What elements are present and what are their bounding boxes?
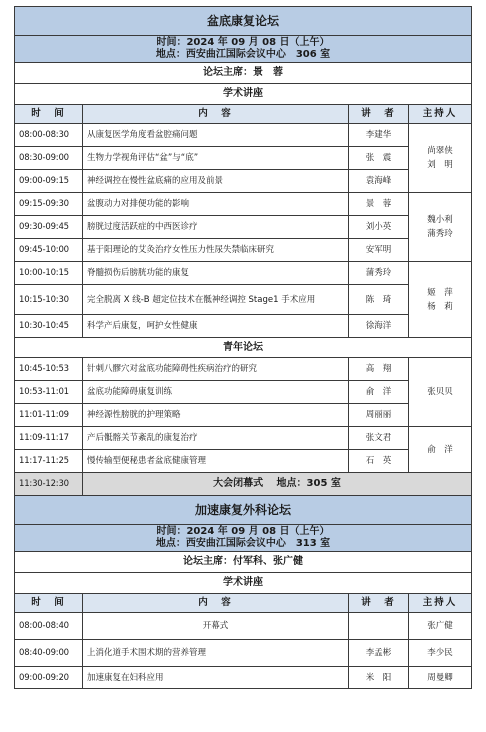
host-cell [409, 427, 472, 473]
row-time: 08:30-09:00 [15, 147, 83, 170]
row-speaker: 李建华 [349, 124, 409, 147]
row-speaker: 李孟彬 [349, 640, 409, 667]
column-header-speaker: 讲 者 [349, 594, 409, 613]
row-topic: 上消化道手术围术期的营养管理 [83, 640, 349, 667]
row-time: 11:09-11:17 [15, 427, 83, 450]
row-speaker: 安军明 [349, 239, 409, 262]
forum2-chair: 论坛主席：付军科、张广健 [15, 552, 472, 573]
row-topic: 针刺八髎穴对盆底功能障碍性疾病治疗的研究 [83, 358, 349, 381]
row-speaker: 高 翔 [349, 358, 409, 381]
column-header-time: 时 间 [15, 594, 83, 613]
table-row [15, 193, 472, 216]
forum2-title-row [15, 496, 472, 525]
row-time: 08:00-08:30 [15, 124, 83, 147]
row-time: 10:15-10:30 [15, 285, 83, 315]
closing-ceremony: 大会闭幕式 地点：305 室 [83, 473, 472, 496]
row-time: 11:17-11:25 [15, 450, 83, 473]
table-row [15, 239, 472, 262]
row-topic: 产后骶髂关节紊乱的康复治疗 [83, 427, 349, 450]
row-speaker: 周丽丽 [349, 404, 409, 427]
row-topic: 完全脱离 X 线-B 超定位技术在骶神经调控 Stage1 手术应用 [83, 285, 349, 315]
row-speaker: 俞 洋 [349, 381, 409, 404]
column-header-content: 内 容 [83, 105, 349, 124]
table-row [15, 404, 472, 427]
row-topic: 神经调控在慢性盆底痛的应用及前景 [83, 170, 349, 193]
forum1-location: 地点：西安曲江国际会议中心 306 室 [155, 49, 331, 60]
row-topic: 慢传输型便秘患者盆底健康管理 [83, 450, 349, 473]
row-topic: 生物力学视角评估“盆”与“底” [83, 147, 349, 170]
row-time: 09:30-09:45 [15, 216, 83, 239]
forum1-section-lectures: 学术讲座 [15, 84, 472, 105]
row-time: 08:00-08:40 [15, 613, 83, 640]
table-row [15, 262, 472, 285]
row-topic: 神经源性膀胱的护理策略 [83, 404, 349, 427]
forum1-title: 盆底康复论坛 [15, 7, 472, 36]
host-name: 魏小利 [427, 215, 453, 225]
closing-time: 11:30-12:30 [15, 473, 83, 496]
row-time: 10:45-10:53 [15, 358, 83, 381]
forum2-title: 加速康复外科论坛 [15, 496, 472, 525]
forum2-time: 时间：2024 年 09 月 08 日（上午） [156, 526, 330, 537]
forum1-section-youth: 青年论坛 [15, 338, 472, 358]
row-speaker: 张 震 [349, 147, 409, 170]
table-row [15, 427, 472, 450]
forum2-location: 地点：西安曲江国际会议中心 313 室 [155, 538, 331, 549]
closing-row [15, 473, 472, 496]
table-row [15, 613, 472, 640]
schedule-sheet [14, 6, 471, 689]
table-row [15, 147, 472, 170]
table-row [15, 358, 472, 381]
table-row [15, 285, 472, 315]
table-row [15, 450, 472, 473]
row-speaker [349, 613, 409, 640]
row-speaker: 徐海洋 [349, 315, 409, 338]
forum1-time: 时间：2024 年 09 月 08 日（上午） [156, 37, 330, 48]
row-speaker: 袁海峰 [349, 170, 409, 193]
row-speaker: 刘小英 [349, 216, 409, 239]
column-header-speaker: 讲 者 [349, 105, 409, 124]
forum1-info-row [15, 36, 472, 63]
row-time: 11:01-11:09 [15, 404, 83, 427]
row-speaker: 景 蓉 [349, 193, 409, 216]
row-host: 张广健 [409, 613, 472, 640]
table-row [15, 381, 472, 404]
host-cell [409, 262, 472, 338]
row-time: 10:30-10:45 [15, 315, 83, 338]
table-row [15, 124, 472, 147]
row-topic: 科学产后康复，呵护女性健康 [83, 315, 349, 338]
row-speaker: 米 阳 [349, 667, 409, 689]
row-time: 10:53-11:01 [15, 381, 83, 404]
row-topic: 加速康复在妇科应用 [83, 667, 349, 689]
host-name: 杨 莉 [427, 301, 453, 312]
row-topic: 脊髓损伤后膀胱功能的康复 [83, 262, 349, 285]
row-speaker: 蒲秀玲 [349, 262, 409, 285]
forum1-chair-row [15, 63, 472, 84]
forum1-section-row [15, 84, 472, 105]
column-header-host: 主持人 [409, 594, 472, 613]
host-cell [409, 193, 472, 262]
row-speaker: 石 英 [349, 450, 409, 473]
row-time: 09:45-10:00 [15, 239, 83, 262]
table-row [15, 216, 472, 239]
forum2-section-lectures: 学术讲座 [15, 573, 472, 594]
table-row [15, 667, 472, 689]
row-topic: 盆底功能障碍康复训练 [83, 381, 349, 404]
row-time: 09:00-09:15 [15, 170, 83, 193]
host-cell [409, 124, 472, 193]
column-header-time: 时 间 [15, 105, 83, 124]
row-topic: 基于阳理论的艾灸治疗女性压力性尿失禁临床研究 [83, 239, 349, 262]
column-header-content: 内 容 [83, 594, 349, 613]
host-name: 刘 明 [427, 160, 453, 170]
forum1-youth-section-row [15, 338, 472, 358]
forum2-info-row [15, 525, 472, 552]
forum1-title-row [15, 7, 472, 36]
row-time: 09:15-09:30 [15, 193, 83, 216]
table-row [15, 315, 472, 338]
row-topic: 开幕式 [83, 613, 349, 640]
forum1-column-header [15, 105, 472, 124]
host-cell [409, 358, 472, 427]
host-name: 蒲秀玲 [427, 229, 453, 239]
forum1-info [15, 36, 472, 63]
row-speaker: 张文君 [349, 427, 409, 450]
row-host: 李少民 [409, 640, 472, 667]
host-name: 张贝贝 [427, 387, 453, 397]
host-name: 俞 洋 [427, 444, 453, 455]
row-time: 08:40-09:00 [15, 640, 83, 667]
schedule-table [14, 6, 472, 689]
row-host: 周曼卿 [409, 667, 472, 689]
host-name: 尚翠侠 [427, 146, 453, 156]
row-speaker: 陈 琦 [349, 285, 409, 315]
row-topic: 从康复医学角度看盆腔痛问题 [83, 124, 349, 147]
forum1-chair: 论坛主席：景 蓉 [15, 63, 472, 84]
forum2-column-header [15, 594, 472, 613]
row-time: 09:00-09:20 [15, 667, 83, 689]
table-row [15, 170, 472, 193]
row-time: 10:00-10:15 [15, 262, 83, 285]
row-topic: 膀胱过度活跃症的中西医诊疗 [83, 216, 349, 239]
row-topic: 盆腹动力对排便功能的影响 [83, 193, 349, 216]
forum2-info [15, 525, 472, 552]
column-header-host: 主持人 [409, 105, 472, 124]
table-row [15, 640, 472, 667]
host-name: 姬 萍 [427, 287, 453, 298]
forum2-chair-row [15, 552, 472, 573]
forum2-section-row [15, 573, 472, 594]
